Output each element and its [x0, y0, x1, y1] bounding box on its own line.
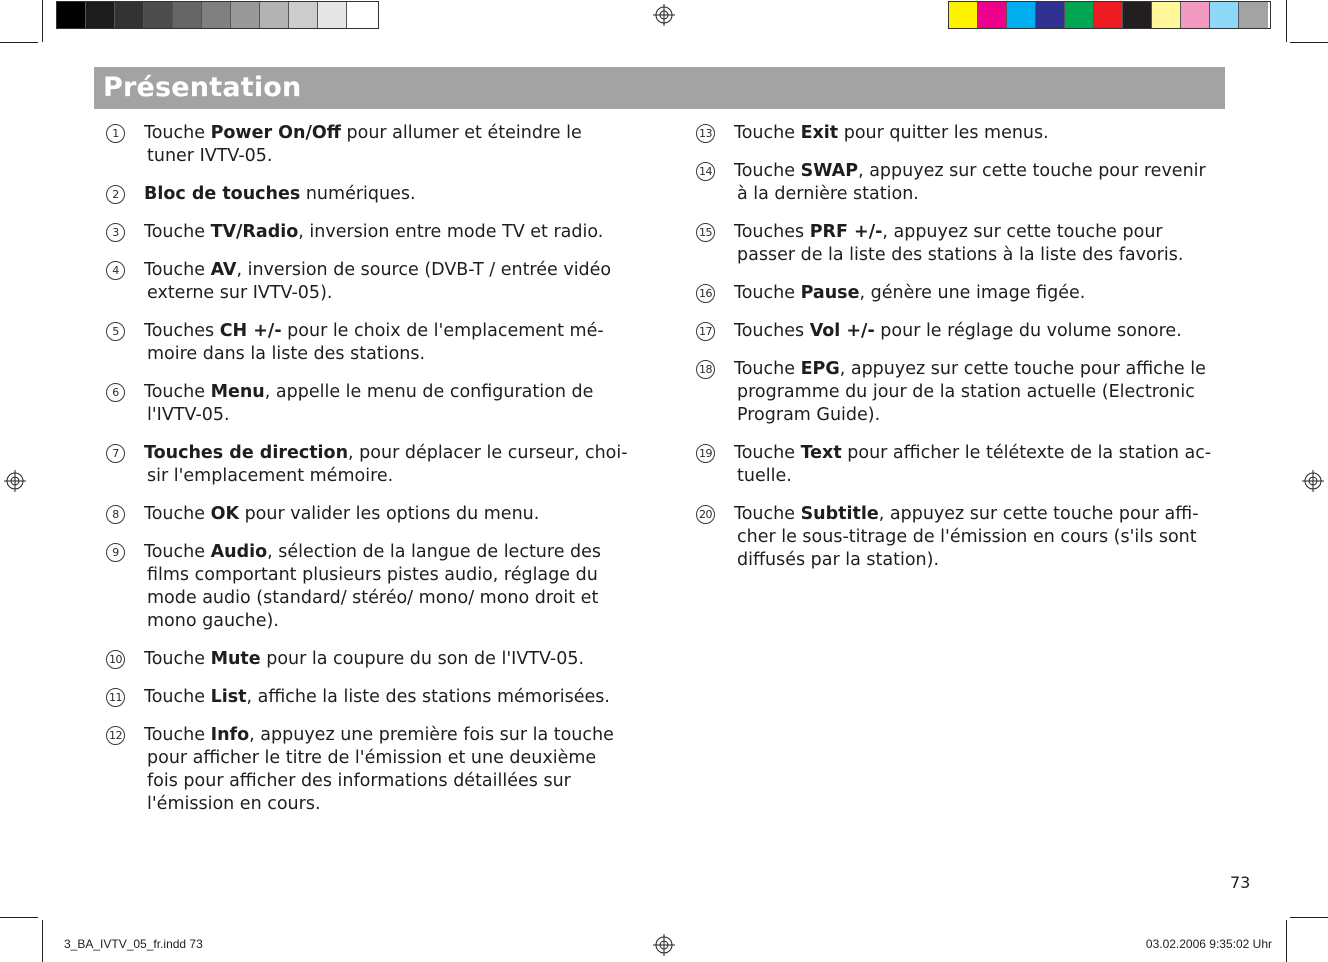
item-number-badge: 9: [106, 543, 125, 562]
registration-mark-icon: [1302, 470, 1324, 492]
item-continuation-line: Program Guide).: [737, 405, 881, 425]
item-number-badge: 18: [696, 360, 715, 379]
item-first-line: [144, 221, 644, 244]
calibration-swatch: [1181, 2, 1210, 28]
item-text: [734, 221, 1234, 267]
item-text-run: Touche: [734, 504, 801, 524]
item-first-line: [144, 724, 644, 747]
item-text-run: Touche: [734, 359, 801, 379]
item-text: [144, 503, 644, 526]
item-number-badge: 7: [106, 444, 125, 463]
item-text-run: Touche: [734, 123, 801, 143]
item-text: [144, 122, 644, 168]
key-name: Exit: [800, 123, 839, 143]
calibration-swatch: [173, 2, 202, 28]
item-number-badge: 17: [696, 322, 715, 341]
item-first-line: [734, 503, 1234, 526]
item-text-run: Touches: [734, 222, 810, 242]
key-name: Power On/Off: [210, 123, 341, 143]
item-continuation-line: tuelle.: [737, 466, 792, 486]
item-number-badge: 12: [106, 726, 125, 745]
calibration-swatch: [86, 2, 115, 28]
item-continuation-line: cher le sous-titrage de l'émission en cours (s'ils sont: [737, 527, 1197, 547]
item-continuation-line: l'émission en cours.: [147, 794, 321, 814]
calibration-swatch: [1065, 2, 1094, 28]
crop-mark: [42, 920, 43, 962]
item-number-badge: 20: [696, 505, 715, 524]
item-text-run: , appuyez sur cette touche pour affiche le: [839, 359, 1206, 379]
item-text-run: pour valider les options du menu.: [239, 504, 540, 524]
item-continuation-line: diffusés par la station).: [737, 550, 940, 570]
item-text-run: Touches: [144, 321, 220, 341]
item-number-badge: 1: [106, 124, 125, 143]
crop-mark: [1286, 920, 1287, 962]
item-first-line: [144, 122, 644, 145]
calibration-swatch: [57, 2, 86, 28]
left-column-list: [106, 122, 646, 822]
item-number-badge: 8: [106, 505, 125, 524]
key-name: List: [210, 687, 247, 707]
item-text: [734, 320, 1234, 343]
item-continuation-line: sir l'emplacement mémoire.: [147, 466, 394, 486]
key-name: OK: [210, 504, 239, 524]
item-text-run: , appuyez sur cette touche pour affi-: [878, 504, 1199, 524]
key-name: AV: [210, 260, 237, 280]
item-first-line: [144, 503, 644, 526]
item-text-run: , sélection de la langue de lecture des: [267, 542, 602, 562]
item-first-line: [144, 320, 644, 343]
key-name: Bloc de touches: [144, 184, 301, 204]
item-text: [734, 503, 1234, 572]
key-name: Subtitle: [800, 504, 879, 524]
item-first-line: [734, 320, 1234, 343]
item-first-line: [734, 160, 1234, 183]
item-number-badge: 13: [696, 124, 715, 143]
item-number-badge: 2: [106, 185, 125, 204]
item-number-badge: 16: [696, 284, 715, 303]
crop-mark: [0, 917, 38, 918]
key-name: Mute: [210, 649, 261, 669]
key-name: Text: [800, 443, 842, 463]
item-continuation-line: passer de la liste des stations à la liste des favoris.: [737, 245, 1184, 265]
item-text-run: Touche: [734, 161, 801, 181]
calibration-swatch: [1007, 2, 1036, 28]
item-continuation-line: pour afficher le titre de l'émission et une deuxième: [147, 748, 597, 768]
item-number-badge: 5: [106, 322, 125, 341]
item-text-run: pour afficher le télétexte de la station ac-: [841, 443, 1212, 463]
registration-mark-icon: [653, 934, 675, 956]
item-number-badge: 19: [696, 444, 715, 463]
registration-mark-icon: [653, 4, 675, 26]
item-text-run: Touches: [734, 321, 810, 341]
item-first-line: [144, 686, 644, 709]
item-text: [734, 358, 1234, 427]
item-first-line: [734, 358, 1234, 381]
page-title: Présentation: [103, 72, 302, 103]
calibration-swatch: [318, 2, 347, 28]
item-text: [144, 442, 644, 488]
item-text-run: , inversion entre mode TV et radio.: [298, 222, 604, 242]
item-text-run: , appuyez une première fois sur la touche: [249, 725, 614, 745]
key-name: Audio: [210, 542, 268, 562]
item-first-line: [144, 259, 644, 282]
item-text-run: Touche: [734, 443, 801, 463]
item-text-run: Touche: [144, 725, 211, 745]
item-first-line: [144, 442, 644, 465]
item-text-run: Touche: [144, 504, 211, 524]
footer-file-name: 3_BA_IVTV_05_fr.indd 73: [64, 937, 203, 951]
item-number-badge: 3: [106, 223, 125, 242]
item-text: [734, 160, 1234, 206]
item-text-run: pour le réglage du volume sonore.: [874, 321, 1182, 341]
key-name: Menu: [210, 382, 265, 402]
item-continuation-line: moire dans la liste des stations.: [147, 344, 426, 364]
item-first-line: [734, 442, 1234, 465]
color-calibration-strip: [948, 1, 1271, 29]
item-text: [144, 648, 644, 671]
item-text-run: Touche: [144, 649, 211, 669]
item-text-run: Touche: [144, 687, 211, 707]
right-column-list: [696, 122, 1236, 582]
item-continuation-line: tuner IVTV-05.: [147, 146, 273, 166]
item-text-run: Touche: [144, 382, 211, 402]
item-continuation-line: à la dernière station.: [737, 184, 919, 204]
crop-mark: [1290, 42, 1328, 43]
calibration-swatch: [1210, 2, 1239, 28]
calibration-swatch: [115, 2, 144, 28]
item-first-line: [144, 648, 644, 671]
item-continuation-line: fois pour afficher des informations détaillées sur: [147, 771, 571, 791]
crop-mark: [1286, 0, 1287, 42]
calibration-swatch: [1239, 2, 1268, 28]
item-number-badge: 11: [106, 688, 125, 707]
footer-timestamp: 03.02.2006 9:35:02 Uhr: [1145, 937, 1272, 951]
item-text-run: Touche: [144, 542, 211, 562]
calibration-swatch: [949, 2, 978, 28]
key-name: PRF +/-: [809, 222, 883, 242]
item-text-run: Touche: [144, 123, 211, 143]
item-text-run: Touche: [734, 283, 801, 303]
item-first-line: [734, 282, 1234, 305]
crop-mark: [42, 0, 43, 42]
calibration-swatch: [1036, 2, 1065, 28]
item-text-run: , génère une image figée.: [859, 283, 1086, 303]
item-text-run: pour allumer et éteindre le: [340, 123, 582, 143]
item-continuation-line: l'IVTV-05.: [147, 405, 230, 425]
calibration-swatch: [347, 2, 376, 28]
key-name: EPG: [800, 359, 840, 379]
calibration-swatch: [202, 2, 231, 28]
item-text: [144, 541, 644, 633]
item-text-run: pour quitter les menus.: [838, 123, 1049, 143]
calibration-swatch: [289, 2, 318, 28]
item-text: [734, 122, 1234, 145]
item-text-run: Touche: [144, 260, 211, 280]
item-text: [144, 221, 644, 244]
item-text: [144, 381, 644, 427]
key-name: CH +/-: [219, 321, 282, 341]
key-name: SWAP: [800, 161, 859, 181]
item-text-run: pour la coupure du son de l'IVTV-05.: [260, 649, 585, 669]
item-first-line: [144, 541, 644, 564]
item-number-badge: 15: [696, 223, 715, 242]
item-number-badge: 4: [106, 261, 125, 280]
item-number-badge: 14: [696, 162, 715, 181]
key-name: Vol +/-: [809, 321, 875, 341]
registration-mark-icon: [4, 470, 26, 492]
item-continuation-line: mono gauche).: [147, 611, 279, 631]
crop-mark: [1290, 917, 1328, 918]
crop-mark: [0, 42, 38, 43]
calibration-swatch: [260, 2, 289, 28]
item-text-run: Touche: [144, 222, 211, 242]
calibration-swatch: [1094, 2, 1123, 28]
item-first-line: [734, 122, 1234, 145]
item-text-run: , appuyez sur cette touche pour revenir: [858, 161, 1206, 181]
item-text: [144, 320, 644, 366]
item-continuation-line: mode audio (standard/ stéréo/ mono/ mono droit et: [147, 588, 599, 608]
item-text-run: , affiche la liste des stations mémorisées.: [246, 687, 610, 707]
key-name: Info: [210, 725, 250, 745]
calibration-swatch: [231, 2, 260, 28]
item-text-run: , inversion de source (DVB-T / entrée vidéo: [236, 260, 612, 280]
item-continuation-line: externe sur IVTV-05).: [147, 283, 333, 303]
item-text: [734, 442, 1234, 488]
item-number-badge: 6: [106, 383, 125, 402]
grayscale-calibration-strip: [56, 1, 379, 29]
item-continuation-line: programme du jour de la station actuelle (Electronic: [737, 382, 1195, 402]
item-text: [144, 686, 644, 709]
item-text: [734, 282, 1234, 305]
item-first-line: [734, 221, 1234, 244]
item-first-line: [144, 381, 644, 404]
key-name: Pause: [800, 283, 860, 303]
key-name: Touches de direction: [144, 443, 349, 463]
item-text-run: numériques.: [300, 184, 416, 204]
item-text: [144, 724, 644, 816]
item-text-run: , appelle le menu de configuration de: [264, 382, 594, 402]
key-name: TV/Radio: [210, 222, 299, 242]
item-text-run: , pour déplacer le curseur, choi-: [348, 443, 628, 463]
page-number: 73: [1230, 873, 1251, 892]
item-text-run: , appuyez sur cette touche pour: [882, 222, 1163, 242]
section-header: [94, 67, 1225, 109]
item-number-badge: 10: [106, 650, 125, 669]
item-text-run: pour le choix de l'emplacement mé-: [281, 321, 604, 341]
item-first-line: [144, 183, 644, 206]
calibration-swatch: [1152, 2, 1181, 28]
calibration-swatch: [144, 2, 173, 28]
item-text: [144, 183, 644, 206]
calibration-swatch: [978, 2, 1007, 28]
calibration-swatch: [1123, 2, 1152, 28]
item-text: [144, 259, 644, 305]
item-continuation-line: films comportant plusieurs pistes audio, réglage du: [147, 565, 598, 585]
